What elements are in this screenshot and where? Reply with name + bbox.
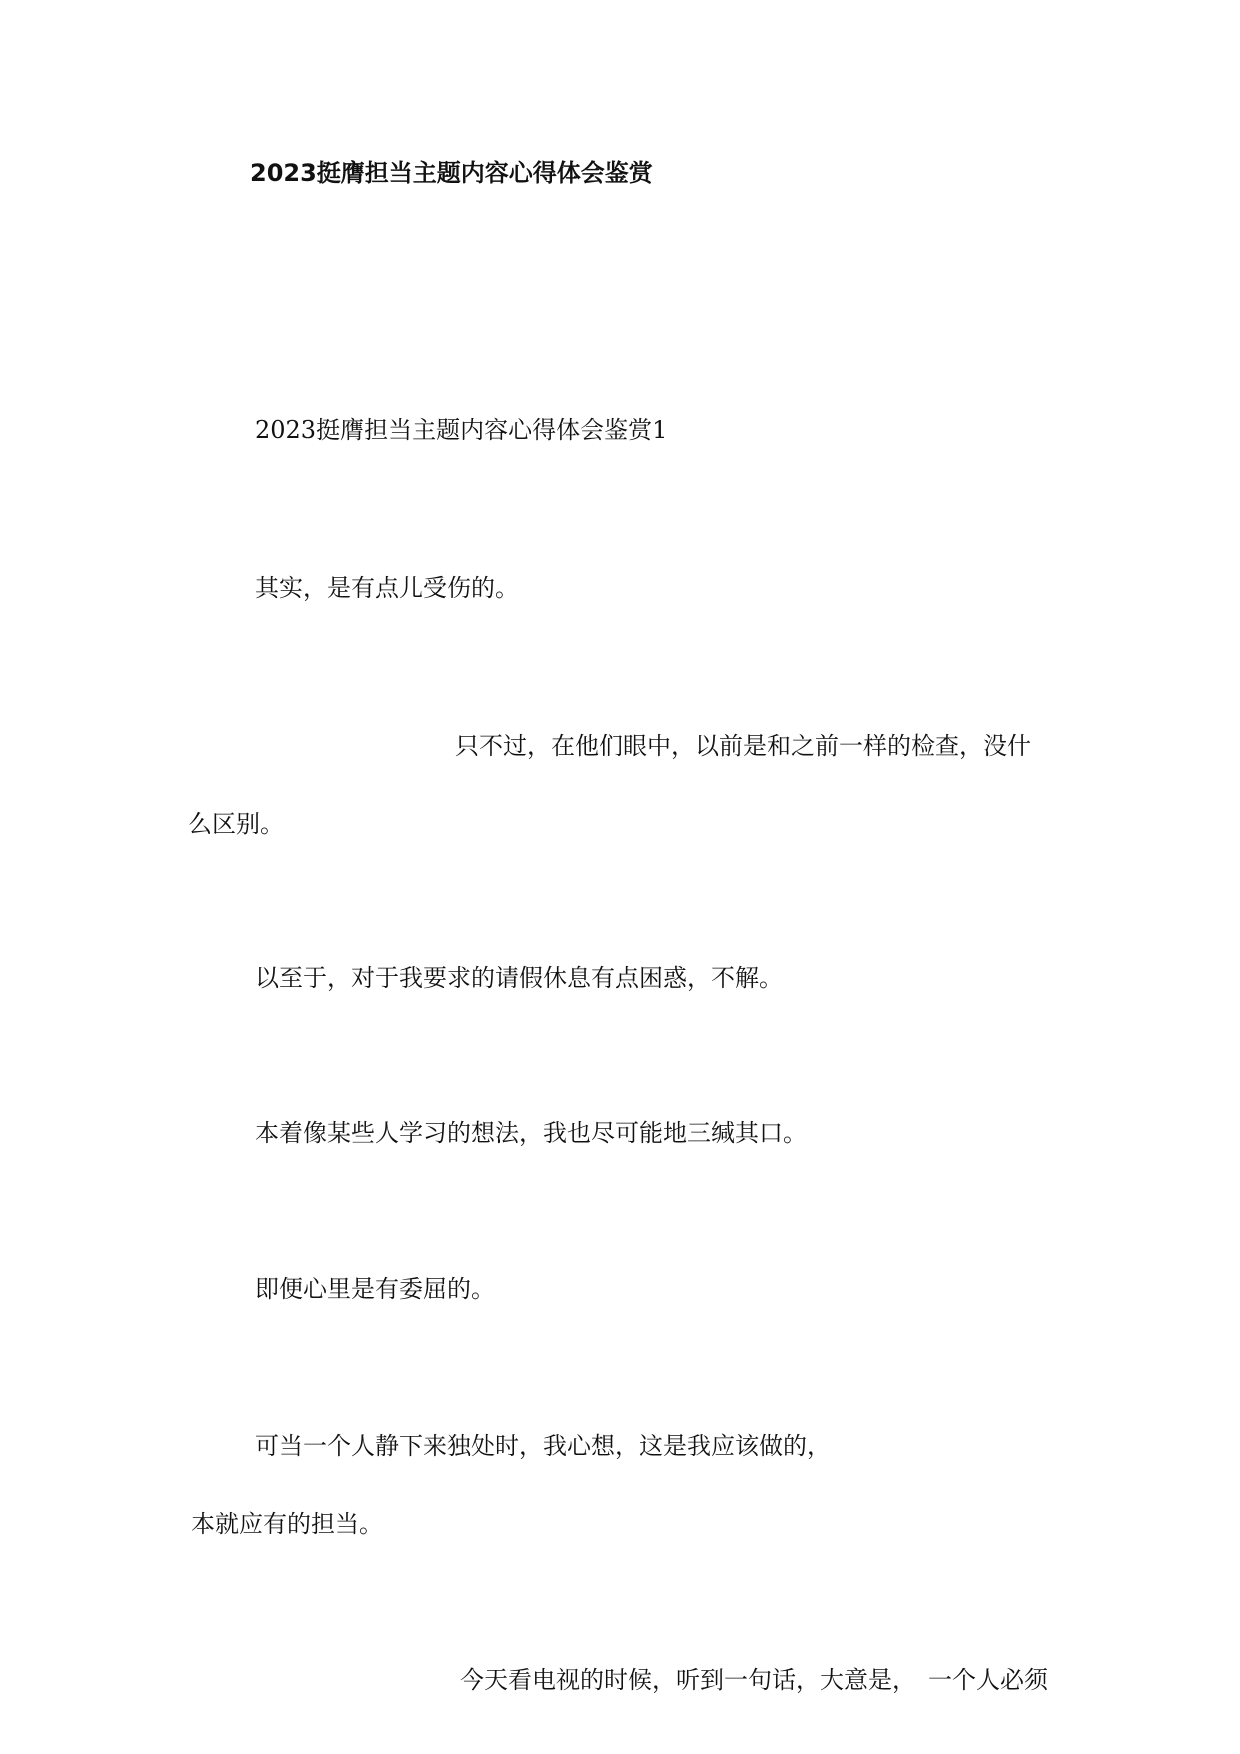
paragraph-6-line-2: 本就应有的担当。 (191, 1510, 383, 1538)
paragraph-3: 以至于，对于我要求的请假休息有点困惑，不解。 (255, 964, 783, 992)
paragraph-6-line-1: 可当一个人静下来独处时，我心想，这是我应该做的， (255, 1432, 831, 1460)
paragraph-4: 本着像某些人学习的想法，我也尽可能地三缄其口。 (255, 1119, 807, 1147)
paragraph-2-line-1: 只不过，在他们眼中，以前是和之前一样的检查，没什 (455, 732, 1031, 760)
paragraph-2-line-2: 么区别。 (188, 810, 284, 838)
paragraph-5: 即便心里是有委屈的。 (255, 1275, 495, 1303)
paragraph-7-line-1: 今天看电视的时候，听到一句话，大意是， 一个人必须 (460, 1666, 1048, 1694)
section-heading: 2023挺膺担当主题内容心得体会鉴赏1 (255, 416, 668, 444)
paragraph-1: 其实，是有点儿受伤的。 (255, 574, 519, 602)
document-title: 2023挺膺担当主题内容心得体会鉴赏 (250, 159, 653, 187)
